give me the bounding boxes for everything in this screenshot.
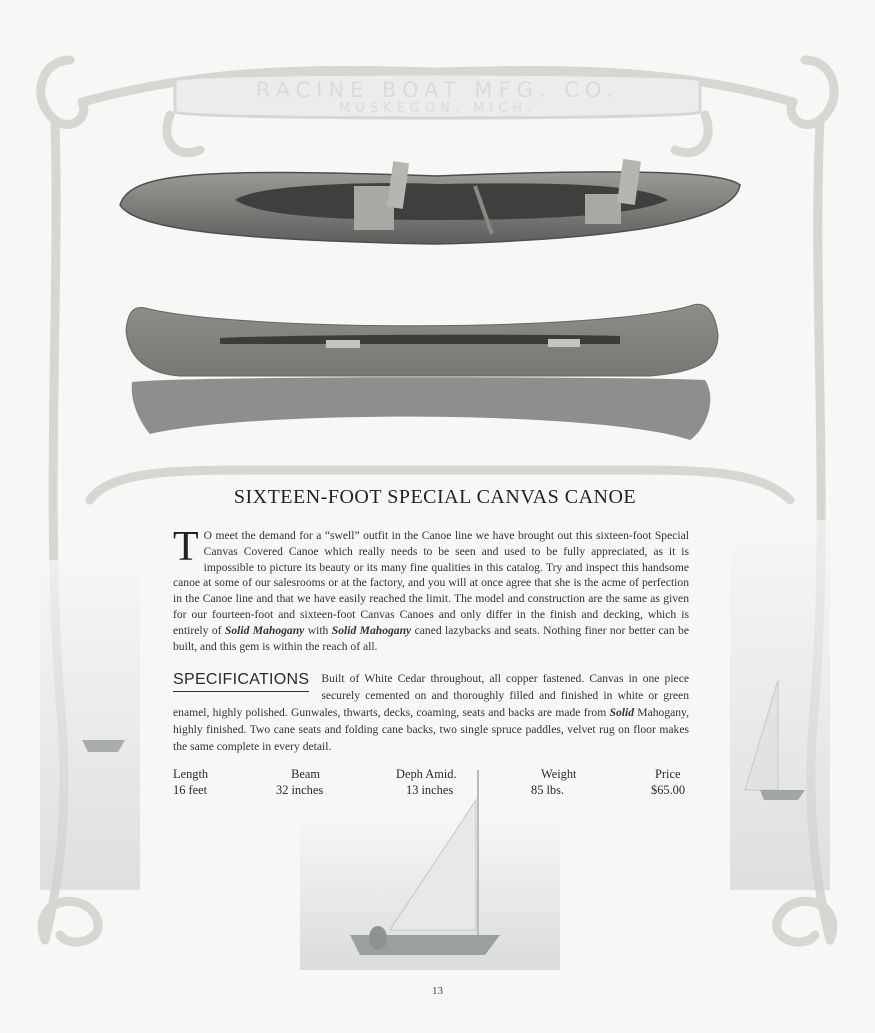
solid-mahogany-1: Solid Mahogany bbox=[224, 623, 305, 637]
spec-label: Weight bbox=[541, 767, 577, 781]
solid-mahogany-2: Solid Mahogany bbox=[331, 623, 412, 637]
spec-solid: Solid bbox=[609, 706, 634, 719]
spec-col-beam bbox=[276, 766, 323, 798]
page-title: SIXTEEN-FOOT SPECIAL CANVAS CANOE bbox=[233, 486, 637, 508]
spec-value: 13 inches bbox=[406, 783, 454, 797]
company-name: RACINE BOAT MFG. CO. bbox=[255, 78, 620, 102]
spec-text-2: Mahogany, highly finished. Two cane seats and folding cane backs, two single spruce paddles, velvet rug on floor makes the same complete in every detail. bbox=[173, 706, 689, 753]
spec-label: Price bbox=[655, 767, 681, 781]
page-number: 13 bbox=[432, 985, 443, 997]
description-paragraph bbox=[173, 524, 689, 654]
spec-label: Beam bbox=[291, 767, 321, 781]
rowboat bbox=[82, 740, 125, 752]
spec-text-1: Built of White Cedar throughout, all copper fastened. Canvas in one piece securely cemented on and thoroughly filled and finished in white or green enamel, highly polished. Gunwales, thwarts, decks, coaming, seats and backs are made from bbox=[173, 672, 689, 719]
spec-col-price bbox=[651, 766, 685, 798]
company-location: MUSKEGON, MICH. bbox=[339, 101, 536, 116]
right-water-scene bbox=[730, 520, 830, 890]
company-banner bbox=[185, 78, 690, 118]
drop-cap: T bbox=[173, 524, 199, 570]
spec-value: $65.00 bbox=[651, 783, 686, 797]
specifications-section bbox=[173, 670, 689, 755]
body-text-1: O meet the demand for a “swell” outfit in the Canoe line we have brought out this sixteen-foot Special Canvas Covered Canoe which really needs to be seen and used to be fully appreciated, as it is impossible to picture its beauty or its many fine qualities in this catalog. Try and inspect this handsome canoe at some of our salesrooms or at the factory, and you will at once agree that she is the acme of perfection in the Canoe line and that we have easily reached the limit. The model and construction are the same as given for our fourteen-foot and sixteen-foot Canvas Canoes and only differ in the finish and decking, which is entirely of bbox=[173, 529, 689, 637]
spec-col-weight bbox=[531, 766, 576, 798]
spec-col-length bbox=[173, 766, 208, 798]
spec-label: Deph Amid. bbox=[396, 767, 457, 781]
canoe-side-view bbox=[126, 304, 718, 440]
body-text-2: with bbox=[304, 623, 332, 637]
body-text-3: caned lazybacks and seats. Nothing finer nor better can be built, and this gem is within the reach of all. bbox=[173, 623, 689, 653]
spec-col-depth bbox=[396, 766, 457, 798]
spec-value: 32 inches bbox=[276, 783, 324, 797]
canoe-top-view bbox=[120, 159, 740, 244]
spec-value: 85 lbs. bbox=[531, 783, 565, 797]
spec-label: Length bbox=[173, 767, 209, 781]
left-water-scene bbox=[40, 560, 140, 890]
spec-value: 16 feet bbox=[173, 783, 208, 797]
specifications-heading: SPECIFICATIONS bbox=[173, 670, 309, 692]
